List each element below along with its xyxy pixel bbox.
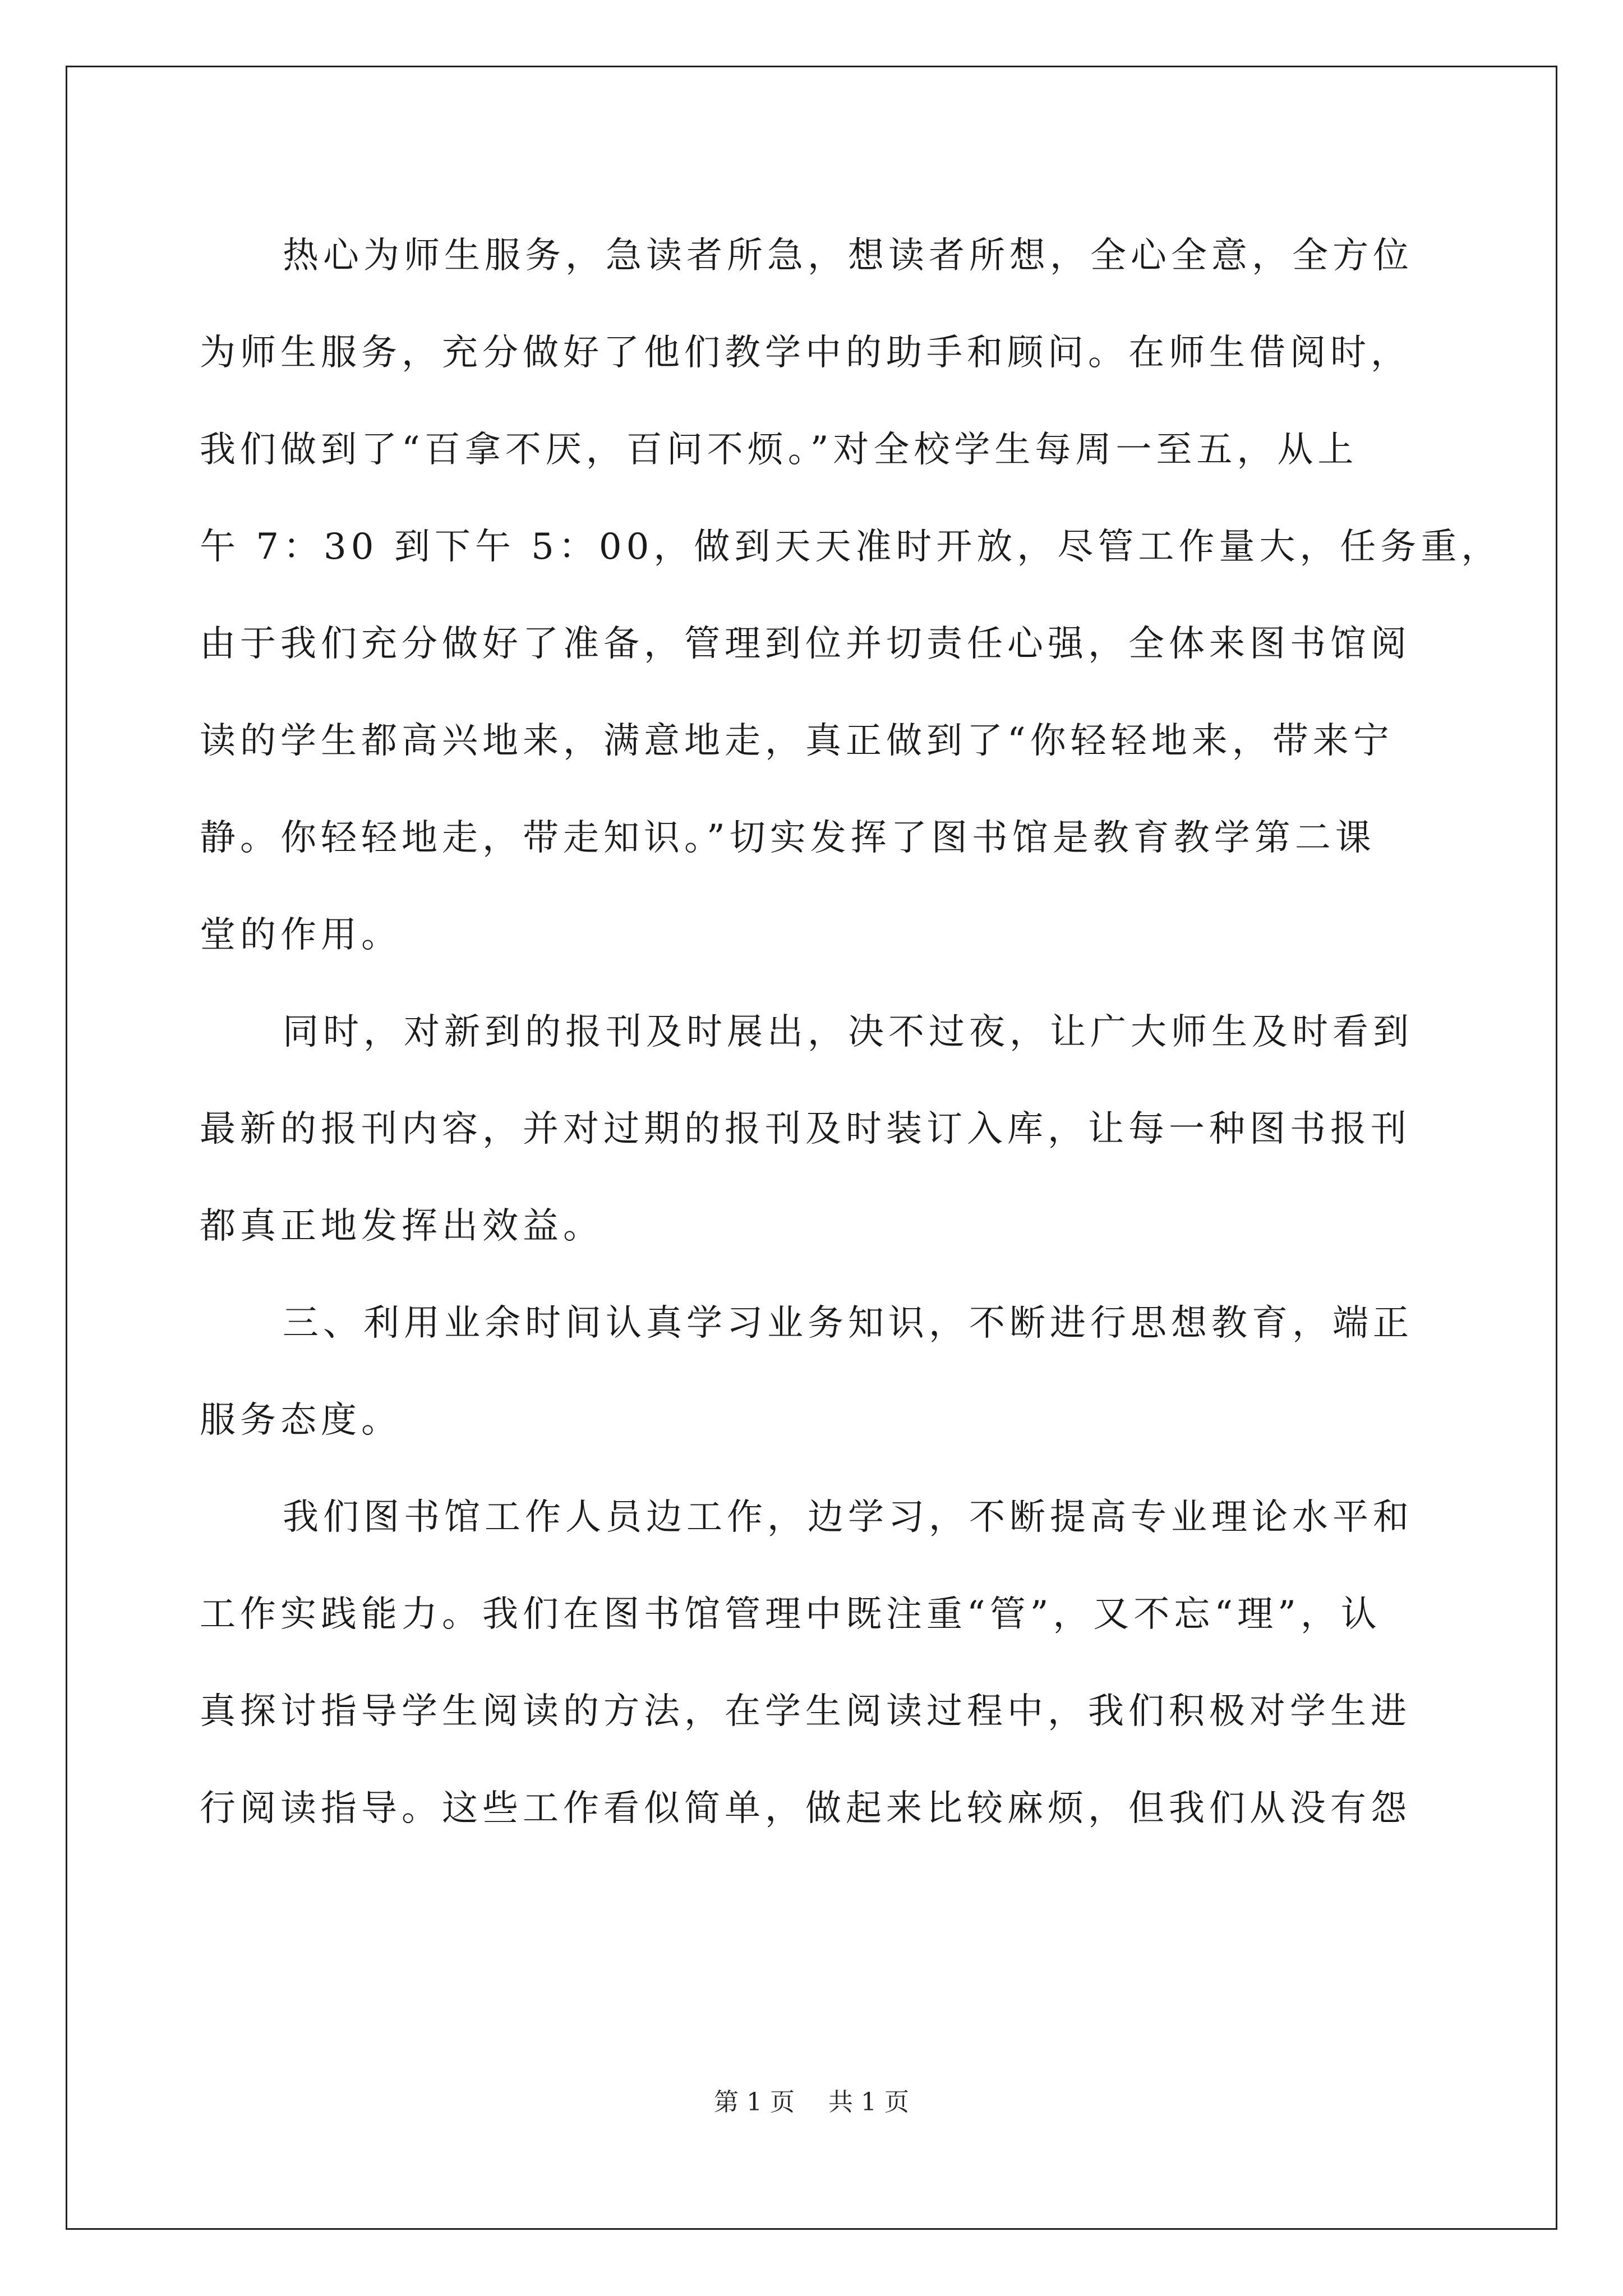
paragraph-line: 由于我们充分做好了准备，管理到位并切责任心强，全体来图书馆阅: [200, 623, 1411, 665]
paragraph-line: 真探讨指导学生阅读的方法，在学生阅读过程中，我们积极对学生进: [200, 1691, 1411, 1732]
page-total: 共 1 页: [828, 2088, 909, 2116]
paragraph-line: 最新的报刊内容，并对过期的报刊及时装订入库，让每一种图书报刊: [200, 1108, 1411, 1150]
page-number: 第 1 页: [714, 2088, 795, 2116]
paragraph-line: 静。你轻轻地走，带走知识。”切实发挥了图书馆是教育教学第二课: [200, 817, 1376, 859]
paragraph-line: 午 7：30 到下午 5：00，做到天天准时开放，尽管工作量大，任务重，: [200, 526, 1502, 568]
paragraph-line: 同时，对新到的报刊及时展出，决不过夜，让广大师生及时看到: [283, 1011, 1413, 1053]
document-body: [200, 208, 1502, 1857]
section-heading-line: 三、利用业余时间认真学习业务知识，不断进行思想教育，端正: [283, 1303, 1413, 1344]
paragraph-line: 读的学生都高兴地来，满意地走，真正做到了“你轻轻地来，带来宁: [200, 720, 1394, 762]
paragraph-line: 堂的作用。: [200, 914, 402, 956]
paragraph-line: 我们做到了“百拿不厌，百问不烦。”对全校学生每周一至五，从上: [200, 429, 1358, 471]
paragraph-line: 行阅读指导。这些工作看似简单，做起来比较麻烦，但我们从没有怨: [200, 1788, 1411, 1829]
paragraph-line: 我们图书馆工作人员边工作，边学习，不断提高专业理论水平和: [283, 1497, 1413, 1538]
paragraph-line: 工作实践能力。我们在图书馆管理中既注重“管”，又不忘“理”，认: [200, 1594, 1381, 1635]
paragraph-line: 都真正地发挥出效益。: [200, 1205, 603, 1247]
paragraph-line: 为师生服务，充分做好了他们教学中的助手和顾问。在师生借阅时，: [200, 332, 1411, 374]
section-heading-line: 服务态度。: [200, 1400, 402, 1441]
page-footer: [0, 2086, 1623, 2119]
paragraph-line: 热心为师生服务，急读者所急，想读者所想，全心全意，全方位: [283, 235, 1413, 277]
